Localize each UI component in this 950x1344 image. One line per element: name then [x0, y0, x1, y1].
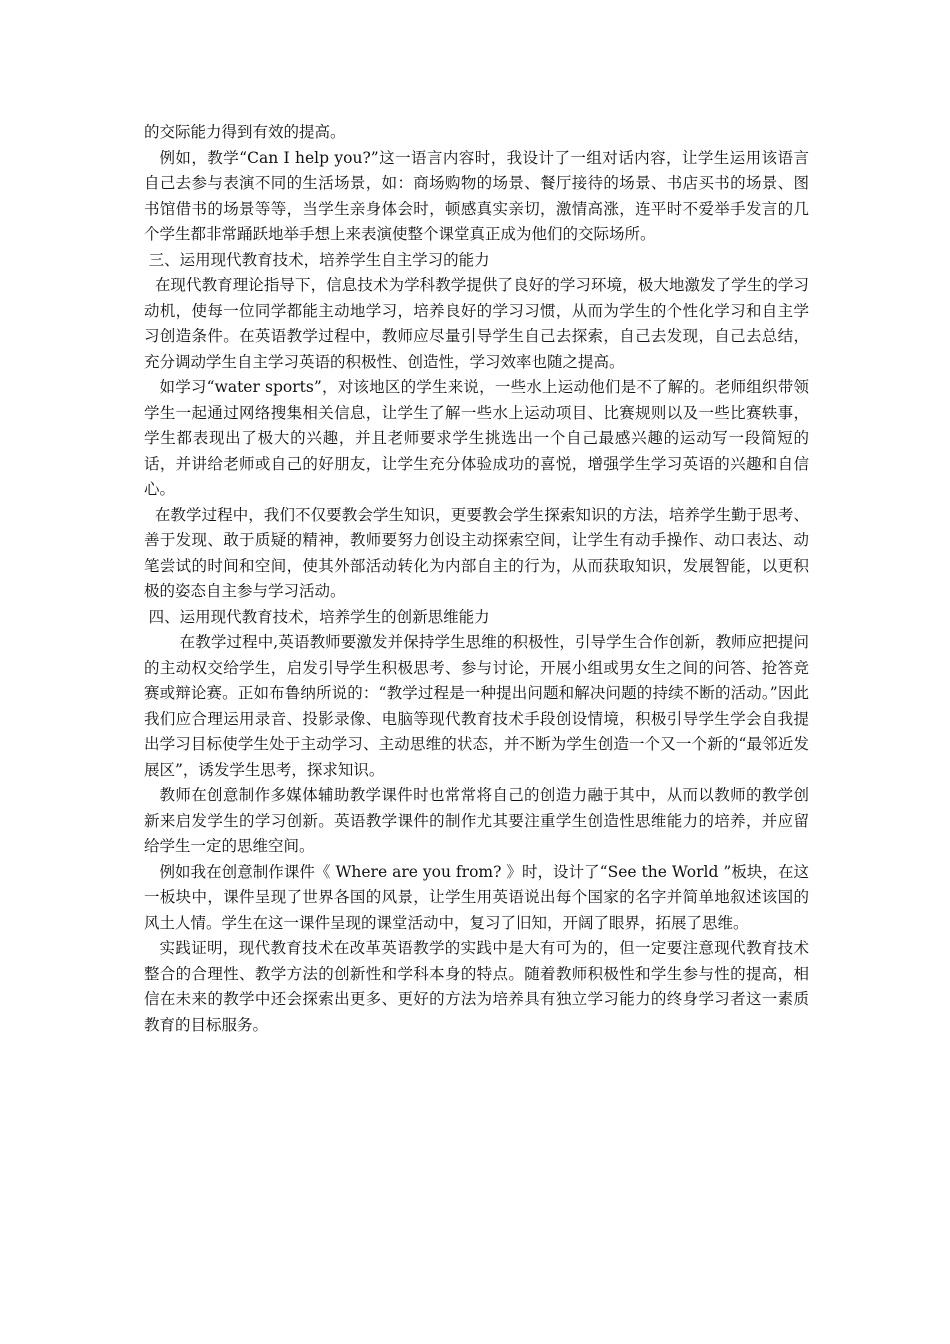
paragraph-7: 教师在创意制作多媒体辅助教学课件时也常常将自己的创造力融于其中，从而以教师的教学创新来启发学生的学习创新。英语教学课件的制作尤其要注重学生创造性思维能力的培养，并应留给学生一定的思维空间。	[144, 786, 809, 855]
paragraph-4: 如学习“water sports”，对该地区的学生来说，一些水上运动他们是不了解的。老师组织带领学生一起通过网络搜集相关信息，让学生了解一些水上运动项目、比赛规则以及一些比赛轶事，学生都表现出了极大的兴趣，并且老师要求学生挑选出一个自己最感兴趣的运动写一段简短的话，并讲给老师或自己的好朋友，让学生充分体验成功的喜悦，增强学生学习英语的兴趣和自信心。	[144, 378, 809, 498]
paragraph-6: 在教学过程中,英语教师要激发并保持学生思维的积极性，引导学生合作创新，教师应把提问的主动权交给学生，启发引导学生积极思考、参与讨论，开展小组或男女生之间的问答、抢答竞赛或辩论赛。正如布鲁纳所说的：“教学过程是一种提出问题和解决问题的持续不断的活动。”因此我们应合理运用录音、投影录像、电脑等现代教育技术手段创设情境，积极引导学生学会自我提出学习目标使学生处于主动学习、主动思维的状态，并不断为学生创造一个又一个新的“最邻近发展区”，诱发学生思考，探求知识。	[144, 633, 809, 779]
paragraph-9: 实践证明，现代教育技术在改革英语教学的实践中是大有可为的，但一定要注意现代教育技术整合的合理性、教学方法的创新性和学科本身的特点。随着教师积极性和学生参与性的提高，相信在未来的教学中还会探索出更多、更好的方法为培养具有独立学习能力的终身学习者这一素质教育的目标服务。	[144, 939, 809, 1034]
paragraph-1: 的交际能力得到有效的提高。	[144, 123, 346, 141]
paragraph-8: 例如我在创意制作课件《 Where are you from? 》时，设计了“See the World ”板块，在这一板块中，课件呈现了世界各国的风景，让学生用英语说出每个国家的名字并简单地叙述该国的风土人情。学生在这一课件呈现的课堂活动中，复习了旧知，开阔了眼界，拓展了思维。	[144, 862, 809, 932]
document-body	[144, 120, 809, 1038]
section-heading-3: 三、运用现代教育技术，培养学生自主学习的能力	[148, 250, 490, 269]
paragraph-3: 在现代教育理论指导下，信息技术为学科教学提供了良好的学习环境，极大地激发了学生的学习动机，使每一位同学都能主动地学习，培养良好的学习习惯，从而为学生的个性化学习和自主学习创造条件。在英语教学过程中，教师应尽量引导学生自己去探索，自己去发现，自己去总结，充分调动学生自主学习英语的积极性、创造性，学习效率也随之提高。	[144, 276, 809, 371]
section-heading-4: 四、运用现代教育技术，培养学生的创新思维能力	[148, 607, 490, 626]
paragraph-2: 例如，教学“Can I help you?”这一语言内容时，我设计了一组对话内容，让学生运用该语言自己去参与表演不同的生活场景，如：商场购物的场景、餐厅接待的场景、书店买书的场景、图书馆借书的场景等等，当学生亲身体会时，顿感真实亲切，激情高涨，连平时不爱举手发言的几个学生都非常踊跃地举手想上来表演使整个课堂真正成为他们的交际场所。	[144, 148, 809, 243]
paragraph-5: 在教学过程中，我们不仅要教会学生知识，更要教会学生探索知识的方法，培养学生勤于思考、善于发现、敢于质疑的精神，教师要努力创设主动探索空间，让学生有动手操作、动口表达、动笔尝试的时间和空间，使其外部活动转化为内部自主的行为，从而获取知识，发展智能，以更积极的姿态自主参与学习活动。	[144, 505, 809, 600]
